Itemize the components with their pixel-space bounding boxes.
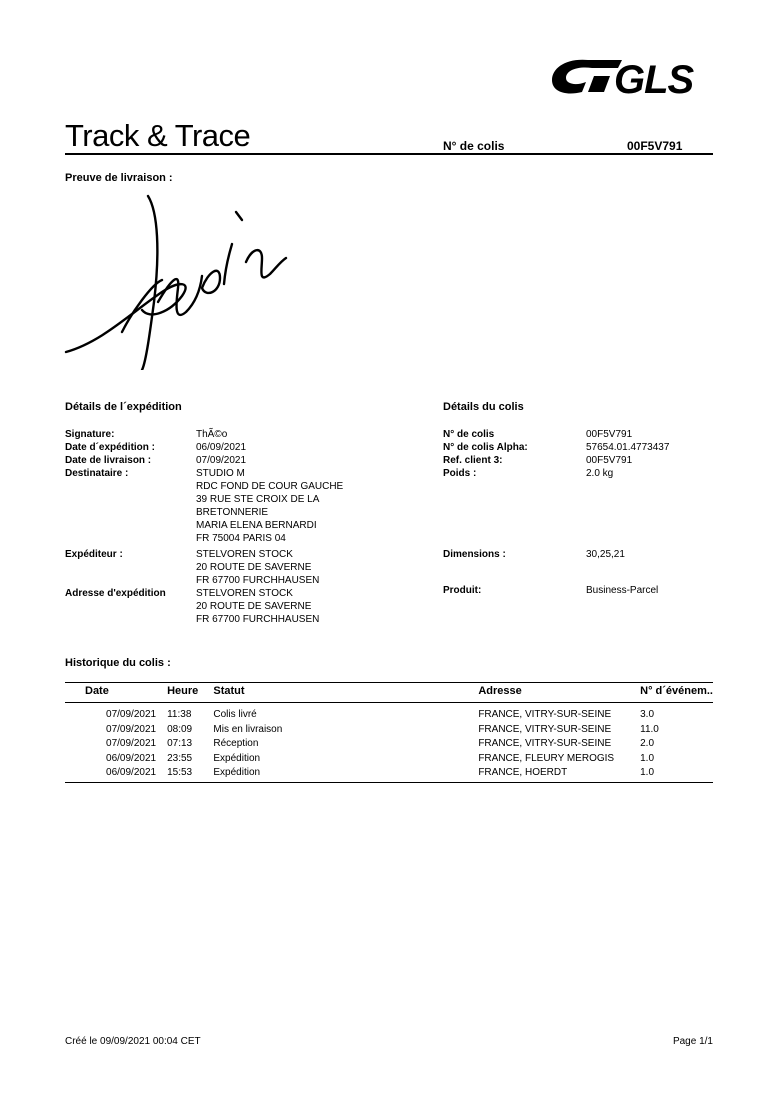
parcel-field-label: Dimensions :: [443, 549, 506, 560]
sender-line: FR 67700 FURCHHAUSEN: [196, 575, 320, 586]
gls-logo-swoosh-inner: [588, 76, 610, 92]
history-address: FRANCE, VITRY-SUR-SEINE: [478, 723, 612, 735]
header-divider: [65, 153, 713, 155]
history-date: 07/09/2021: [106, 709, 157, 720]
parcel-number-label: N° de colis: [443, 139, 505, 153]
history-event-number: 1.0: [640, 752, 655, 764]
handwritten-signature: [62, 192, 292, 370]
recipient-line: MARIA ELENA BERNARDI: [196, 520, 317, 531]
sender-line: 20 ROUTE DE SAVERNE: [196, 562, 312, 573]
history-event-number: 11.0: [640, 723, 659, 735]
history-event-number: 1.0: [640, 767, 655, 778]
recipient-line: FR 75004 PARIS 04: [196, 533, 286, 544]
history-date: 06/09/2021: [106, 767, 157, 778]
gls-logo-swoosh: [552, 60, 622, 94]
shipment-details-list: [65, 428, 395, 626]
history-date: 06/09/2021: [106, 752, 157, 764]
parcel-number-row: [443, 428, 713, 441]
shipment-details-heading: Détails de l´expédition: [65, 401, 182, 413]
column-header-time: Heure: [167, 683, 213, 703]
shipment-signature-row: [65, 428, 395, 441]
shipment-field-value: 06/09/2021: [196, 442, 247, 453]
parcel-weight-row: [443, 467, 713, 480]
history-status: Réception: [213, 738, 259, 749]
table-row: [65, 724, 713, 739]
gls-logo: [548, 52, 718, 100]
gls-logo-text: GLS: [614, 58, 694, 100]
recipient-line: BRETONNERIE: [196, 507, 269, 518]
parcel-field-label: Poids :: [443, 468, 477, 479]
parcel-field-label: N° de colis Alpha:: [443, 442, 528, 453]
table-row: [65, 753, 713, 768]
parcel-history-table: [65, 682, 713, 783]
table-row: [65, 703, 713, 724]
history-status: Colis livré: [213, 709, 257, 720]
parcel-field-value: 57654.01.4773437: [586, 442, 670, 453]
table-bottom-rule: [65, 783, 713, 784]
shipment-field-label: Date de livraison :: [65, 455, 152, 466]
table-row: [65, 738, 713, 753]
history-status: Mis en livraison: [213, 723, 283, 735]
shipment-recipient-row: [65, 467, 395, 545]
history-time: 15:53: [167, 767, 193, 778]
parcel-product-row: [443, 584, 713, 597]
shipment-field-label: Date d´expédition :: [65, 442, 156, 453]
history-date: 07/09/2021: [106, 723, 157, 735]
shipment-origin-address-row: [65, 587, 395, 626]
history-header-row: [65, 683, 713, 703]
shipment-field-value: ThÃ©o: [196, 429, 228, 440]
parcel-field-label: N° de colis: [443, 429, 495, 440]
column-header-date: Date: [65, 683, 167, 703]
history-event-number: 2.0: [640, 738, 655, 749]
page-number: Page 1/1: [672, 1036, 713, 1047]
parcel-alpha-number-row: [443, 441, 713, 454]
parcel-client-ref-row: [443, 454, 713, 467]
history-address: FRANCE, FLEURY MEROGIS: [478, 752, 615, 764]
parcel-details-heading: Détails du colis: [443, 401, 524, 413]
history-status: Expédition: [213, 752, 261, 764]
page-title: Track & Trace: [65, 118, 251, 153]
shipment-sender-row: [65, 548, 395, 587]
history-time: 08:09: [167, 723, 193, 735]
parcel-field-value: 00F5V791: [586, 429, 633, 440]
history-address: FRANCE, VITRY-SUR-SEINE: [478, 738, 612, 749]
parcel-field-value: 00F5V791: [586, 455, 633, 466]
shipment-ship-date-row: [65, 441, 395, 454]
parcel-field-value: 30,25,21: [586, 549, 625, 560]
history-time: 11:38: [167, 709, 192, 720]
shipment-delivery-date-row: [65, 454, 395, 467]
sender-line: STELVOREN STOCK: [196, 549, 293, 560]
shipment-field-value: 07/09/2021: [196, 455, 247, 466]
recipient-line: STUDIO M: [196, 468, 245, 479]
parcel-field-label: Ref. client 3:: [443, 455, 503, 466]
recipient-line: RDC FOND DE COUR GAUCHE: [196, 481, 344, 492]
parcel-details-list: [443, 428, 713, 597]
proof-of-delivery-heading: Preuve de livraison :: [65, 172, 173, 184]
parcel-dimensions-row: [443, 548, 713, 561]
shipment-field-label: Destinataire :: [65, 468, 129, 479]
shipment-field-label: Signature:: [65, 429, 115, 440]
origin-address-line: STELVOREN STOCK: [196, 588, 293, 599]
history-address: FRANCE, VITRY-SUR-SEINE: [478, 709, 612, 720]
shipment-field-label: Adresse d'expédition: [65, 588, 166, 599]
table-row: [65, 767, 713, 783]
column-header-address: Adresse: [478, 683, 640, 703]
history-time: 07:13: [167, 738, 193, 749]
history-time: 23:55: [167, 752, 193, 764]
shipment-field-label: Expéditeur :: [65, 549, 123, 560]
history-status: Expédition: [213, 767, 261, 778]
recipient-line: 39 RUE STE CROIX DE LA: [196, 494, 320, 505]
parcel-field-label: Produit:: [443, 585, 482, 596]
parcel-history-heading: Historique du colis :: [65, 657, 171, 669]
column-header-status: Statut: [213, 683, 478, 703]
history-date: 07/09/2021: [106, 738, 157, 749]
parcel-field-value: Business-Parcel: [586, 585, 659, 596]
created-timestamp: Créé le 09/09/2021 00:04 CET: [65, 1036, 201, 1047]
history-event-number: 3.0: [640, 709, 655, 720]
origin-address-line: FR 67700 FURCHHAUSEN: [196, 614, 320, 625]
parcel-number-value: 00F5V791: [627, 139, 683, 153]
origin-address-line: 20 ROUTE DE SAVERNE: [196, 601, 312, 612]
parcel-field-value: 2.0 kg: [586, 468, 614, 479]
column-header-event-number: N° d´événem..: [640, 683, 713, 703]
history-address: FRANCE, HOERDT: [478, 767, 568, 778]
